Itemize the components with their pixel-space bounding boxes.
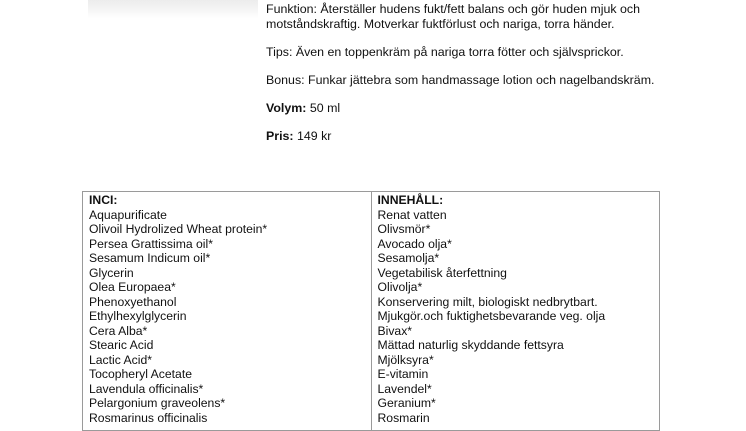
inci-item: Tocopheryl Acetate: [89, 367, 192, 381]
content-item: Sesamolja*: [377, 251, 440, 265]
volume-value: 50 ml: [309, 101, 341, 115]
inci-item: Sesamum Indicum oil*: [89, 251, 211, 265]
content-item: Renat vatten: [377, 207, 447, 222]
inci-column: [83, 192, 371, 430]
volume-label: Volym:: [266, 101, 307, 115]
tips-text: Tips: Även en toppenkräm på nariga torra fötter och självsprickor.: [266, 45, 624, 59]
inci-item: Pelargonium graveolens*: [89, 396, 226, 410]
inci-item: Stearic Acid: [89, 338, 154, 352]
content-item: Mjukgör.och fuktighetsbevarande veg. olja: [377, 309, 606, 323]
content-item: Rosmarin: [377, 410, 430, 425]
inci-item: Cera Alba*: [89, 323, 148, 338]
inci-item: Ethylhexylglycerin: [89, 309, 187, 323]
product-description: [266, 2, 666, 157]
price-value: 149 kr: [297, 129, 332, 143]
content-item: Avocado olja*: [377, 236, 452, 251]
content-item: Mjölksyra*: [377, 352, 434, 367]
inci-header: INCI:: [89, 193, 118, 207]
content-item: E-vitamin: [377, 367, 429, 381]
inci-item: Olea Europaea*: [89, 280, 176, 294]
inci-item: Aquapurificate: [89, 207, 167, 222]
inci-item: Lactic Acid*: [89, 352, 153, 367]
content-item: Bivax*: [377, 323, 413, 338]
content-item: Mättad naturlig skyddande fettsyra: [377, 338, 564, 352]
content-item: Konservering milt, biologiskt nedbrytbart.: [377, 294, 598, 309]
ingredients-table: [82, 191, 660, 431]
content-item: Olivsmör*: [377, 222, 431, 236]
inci-item: Lavendula officinalis*: [89, 381, 204, 396]
product-image: [88, 0, 258, 18]
inci-item: Phenoxyethanol: [89, 294, 177, 309]
content-column: [371, 192, 660, 430]
price-label: Pris:: [266, 129, 294, 143]
inci-item: Persea Grattissima oil*: [89, 236, 213, 251]
bonus-text: Bonus: Funkar jättebra som handmassage lotion och nagelbandskräm.: [266, 73, 655, 87]
content-item: Lavendel*: [377, 381, 432, 396]
price-line: [266, 129, 666, 144]
content-header: INNEHÅLL:: [377, 193, 444, 207]
content-item: Geranium*: [377, 396, 436, 410]
content-item: Vegetabilisk återfettning: [377, 265, 507, 280]
inci-item: Rosmarinus officinalis: [89, 410, 208, 425]
inci-item: Glycerin: [89, 265, 134, 280]
volume-line: [266, 101, 666, 116]
inci-item: Olivoil Hydrolized Wheat protein*: [89, 222, 268, 236]
function-text: Funktion: Återställer hudens fukt/fett balans och gör huden mjuk och motståndskraftig. Motverkar fuktförlust och nariga, torra händer.: [266, 2, 641, 31]
content-item: Olivolja*: [377, 280, 423, 294]
